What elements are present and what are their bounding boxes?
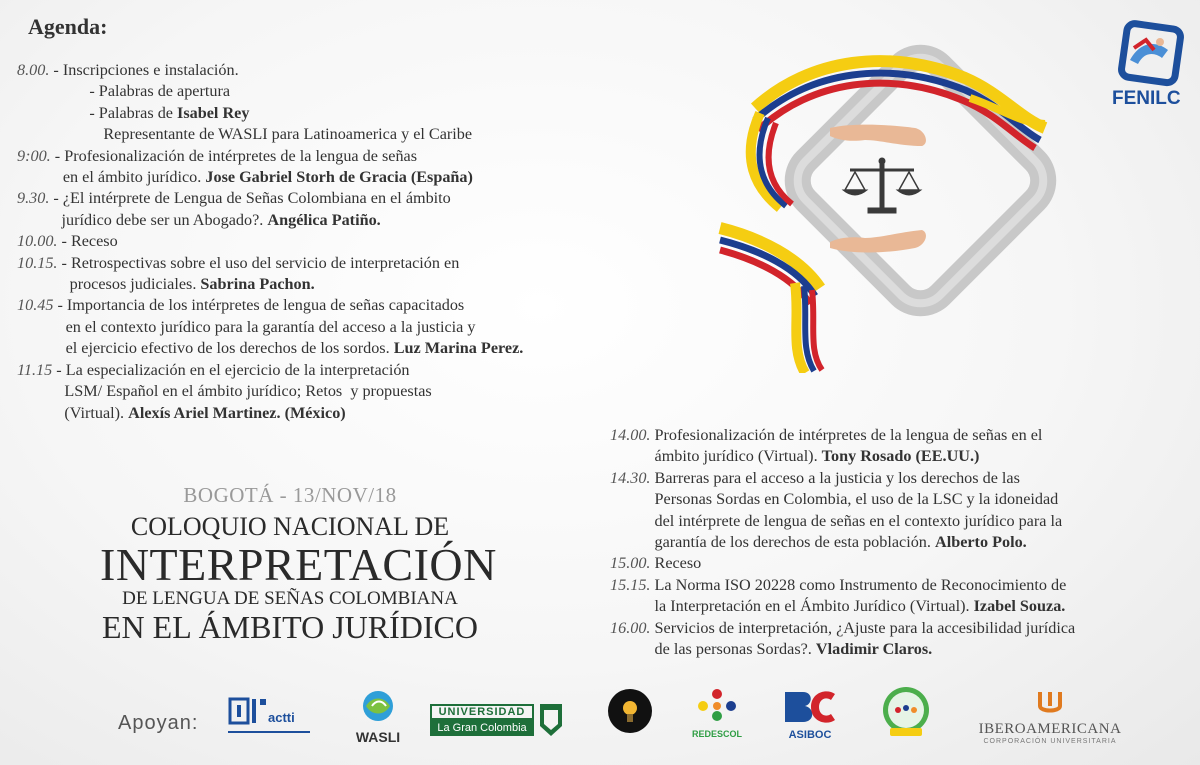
universidad-gran-colombia-logo — [430, 704, 534, 736]
agenda-description — [53, 295, 617, 359]
speaker-name: Isabel Rey — [177, 103, 250, 122]
speaker-name: Izabel Souza. — [973, 597, 1066, 616]
ibero-name: IBEROAMERICANA — [978, 721, 1122, 737]
agenda-line-text: - Importancia de los intérpretes de lengua de señas capacitados — [53, 296, 465, 315]
agenda-time: 14.30. — [610, 468, 651, 487]
agenda-item — [610, 575, 1190, 618]
agenda-item — [610, 468, 1190, 554]
speaker-name: Jose Gabriel Storh de Gracia (España) — [205, 168, 473, 187]
actti-name: actti — [268, 710, 295, 725]
agenda-line-text: Representante de WASLI para Latinoamerica y el Caribe — [103, 125, 473, 144]
agenda-description — [49, 60, 617, 146]
actti-logo — [228, 697, 308, 732]
agenda-time: 15.00. — [610, 554, 651, 573]
agenda-line — [51, 146, 617, 167]
agenda-line-text: garantía de los derechos de esta población. — [650, 533, 935, 552]
agenda-line-text: - Palabras de apertura — [89, 82, 231, 101]
agenda-line-text: procesos judiciales. — [57, 275, 201, 294]
agenda-item — [17, 60, 617, 146]
event-date: BOGOTÁ - 13/NOV/18 — [183, 483, 397, 507]
agenda-item — [17, 253, 617, 296]
agenda-item — [610, 618, 1190, 661]
agenda-line — [49, 81, 617, 102]
agenda-line-text: el ejercicio efectivo de los derechos de los sordos. — [53, 339, 394, 358]
agenda-item — [17, 295, 617, 359]
universidad-top: UNIVERSIDAD — [430, 704, 534, 720]
agenda-line — [57, 274, 617, 295]
event-title-line1: COLOQUIO NACIONAL DE — [130, 512, 450, 541]
agenda-line — [49, 124, 617, 145]
agenda-line-text: de las personas Sordas?. — [650, 640, 816, 659]
agenda-line-text: jurídico debe ser un Abogado?. — [49, 210, 268, 229]
agenda-line — [650, 553, 1190, 574]
agenda-line — [51, 167, 617, 188]
event-title-block — [100, 483, 497, 645]
agenda-time: 9.30. — [17, 189, 50, 208]
agenda-description — [57, 253, 617, 296]
agenda-line-text: - Receso — [57, 232, 118, 251]
agenda-line — [52, 381, 617, 402]
agenda-line-text: LSM/ Español en el ámbito jurídico; Retos y propuestas — [52, 382, 432, 401]
agenda-line-text: - Inscripciones e instalación. — [49, 61, 239, 79]
agenda-description — [49, 188, 617, 231]
agenda-line — [650, 425, 1190, 446]
speaker-name: Angélica Patiño. — [267, 210, 381, 229]
speaker-name: Vladimir Claros. — [815, 640, 933, 659]
asiboc-logo — [780, 688, 840, 741]
agenda-line-text: Servicios de interpretación, ¿Ajuste para la accesibilidad jurídica — [650, 618, 1076, 637]
speaker-name: Alberto Polo. — [935, 533, 1027, 552]
agenda-line — [52, 403, 617, 424]
agenda-time: 11.15 — [17, 360, 53, 379]
agenda-description — [52, 360, 617, 424]
apoyan-label: Apoyan: — [118, 712, 199, 734]
agenda-time: 10.00. — [17, 232, 58, 251]
agenda-line — [57, 231, 617, 252]
agenda-line-text: en el contexto jurídico para la garantía del acceso a la justicia y — [53, 317, 476, 336]
agenda-line — [650, 532, 1190, 553]
agenda-line-text: Personas Sordas en Colombia, el uso de la LSC y la idoneidad — [650, 490, 1059, 509]
universidad-bottom: La Gran Colombia — [430, 720, 534, 736]
agenda-item — [17, 360, 617, 424]
justicia-logo — [872, 686, 940, 743]
flag-ribbon — [720, 61, 1045, 373]
agenda-item — [610, 425, 1190, 468]
agenda-line — [650, 639, 1190, 660]
agenda-description — [650, 425, 1190, 468]
event-title-line3: DE LENGUA DE SEÑAS COLOMBIANA — [122, 588, 458, 609]
redescol-name: REDESCOL — [691, 729, 742, 739]
event-title-line2: INTERPRETACIÓN — [100, 539, 497, 590]
agenda-line-text: la Interpretación en el Ámbito Jurídico (Virtual). — [650, 597, 974, 616]
agenda-line — [57, 253, 617, 274]
agenda-line — [49, 188, 617, 209]
speaker-name: Luz Marina Perez. — [393, 339, 524, 358]
agenda-item — [17, 188, 617, 231]
agenda-line-text: ámbito jurídico (Virtual). — [650, 447, 822, 466]
agenda-description — [57, 231, 617, 252]
agenda-time: 9:00. — [17, 146, 51, 165]
academia-logo — [607, 688, 653, 739]
agenda-line — [650, 575, 1190, 596]
agenda-line-text: - ¿El intérprete de Lengua de Señas Colombiana en el ámbito — [49, 189, 451, 208]
agenda-line-text: - La especialización en el ejercicio de la interpretación — [52, 360, 410, 379]
agenda-line-text: en el ámbito jurídico. — [50, 168, 206, 187]
speaker-name: Tony Rosado (EE.UU.) — [821, 447, 980, 466]
agenda-line-text: Receso — [650, 554, 702, 573]
event-title-line4: EN EL ÁMBITO JURÍDICO — [102, 609, 478, 645]
agenda-line — [650, 468, 1190, 489]
redescol-logo — [687, 686, 747, 739]
justice-emblem — [700, 28, 1070, 373]
agenda-line-text: - Profesionalización de intérpretes de la lengua de señas — [50, 146, 418, 165]
agenda-line-text: del intérprete de lengua de señas en el contexto jurídico para la — [650, 511, 1063, 530]
agenda-description — [650, 553, 1190, 574]
fenilc-name: FENILC — [1112, 88, 1181, 109]
scales-icon — [843, 158, 921, 213]
ibero-sub: CORPORACIÓN UNIVERSITARIA — [983, 738, 1117, 745]
agenda-line — [650, 511, 1190, 532]
asiboc-name: ASIBOC — [788, 729, 832, 741]
agenda-line — [650, 618, 1190, 639]
agenda-description — [650, 618, 1190, 661]
iberoamericana-logo — [970, 690, 1130, 745]
agenda-item — [610, 553, 1190, 574]
agenda-title: Agenda: — [28, 14, 108, 39]
speaker-name: Alexís Ariel Martinez. (México) — [128, 403, 346, 422]
agenda-line — [53, 295, 617, 316]
agenda-line-text: Profesionalización de intérpretes de la lengua de señas en el — [650, 426, 1043, 444]
agenda-description — [51, 146, 617, 189]
agenda-line — [49, 60, 617, 81]
wasli-logo — [348, 688, 408, 745]
agenda-time: 10.15. — [17, 253, 58, 272]
agenda-line-text: (Virtual). — [52, 403, 129, 422]
agenda-line — [650, 446, 1190, 467]
wasli-name: WASLI — [355, 729, 401, 745]
agenda-time: 16.00. — [610, 618, 651, 637]
agenda-line — [52, 360, 617, 381]
agenda-time: 10.45 — [17, 296, 54, 315]
agenda-line — [650, 596, 1190, 617]
agenda-line-text: - Retrospectivas sobre el uso del servicio de interpretación en — [57, 253, 460, 272]
agenda-line-text: La Norma ISO 20228 como Instrumento de Reconocimiento de — [650, 575, 1067, 594]
agenda-left-column — [17, 60, 617, 424]
agenda-time: 15.15. — [610, 575, 651, 594]
agenda-line-text: Barreras para el acceso a la justicia y los derechos de las — [650, 468, 1020, 487]
agenda-line-text: - Palabras de — [89, 103, 178, 122]
agenda-description — [650, 575, 1190, 618]
agenda-right-column — [610, 425, 1190, 660]
agenda-time: 8.00. — [17, 61, 50, 79]
agenda-time: 14.00. — [610, 426, 651, 444]
agenda-item — [17, 146, 617, 189]
speaker-name: Sabrina Pachon. — [200, 275, 315, 294]
agenda-line — [650, 489, 1190, 510]
agenda-line — [49, 210, 617, 231]
agenda-line — [49, 103, 617, 124]
agenda-item — [17, 231, 617, 252]
agenda-line — [53, 317, 617, 338]
agenda-description — [650, 468, 1190, 554]
agenda-line — [53, 338, 617, 359]
